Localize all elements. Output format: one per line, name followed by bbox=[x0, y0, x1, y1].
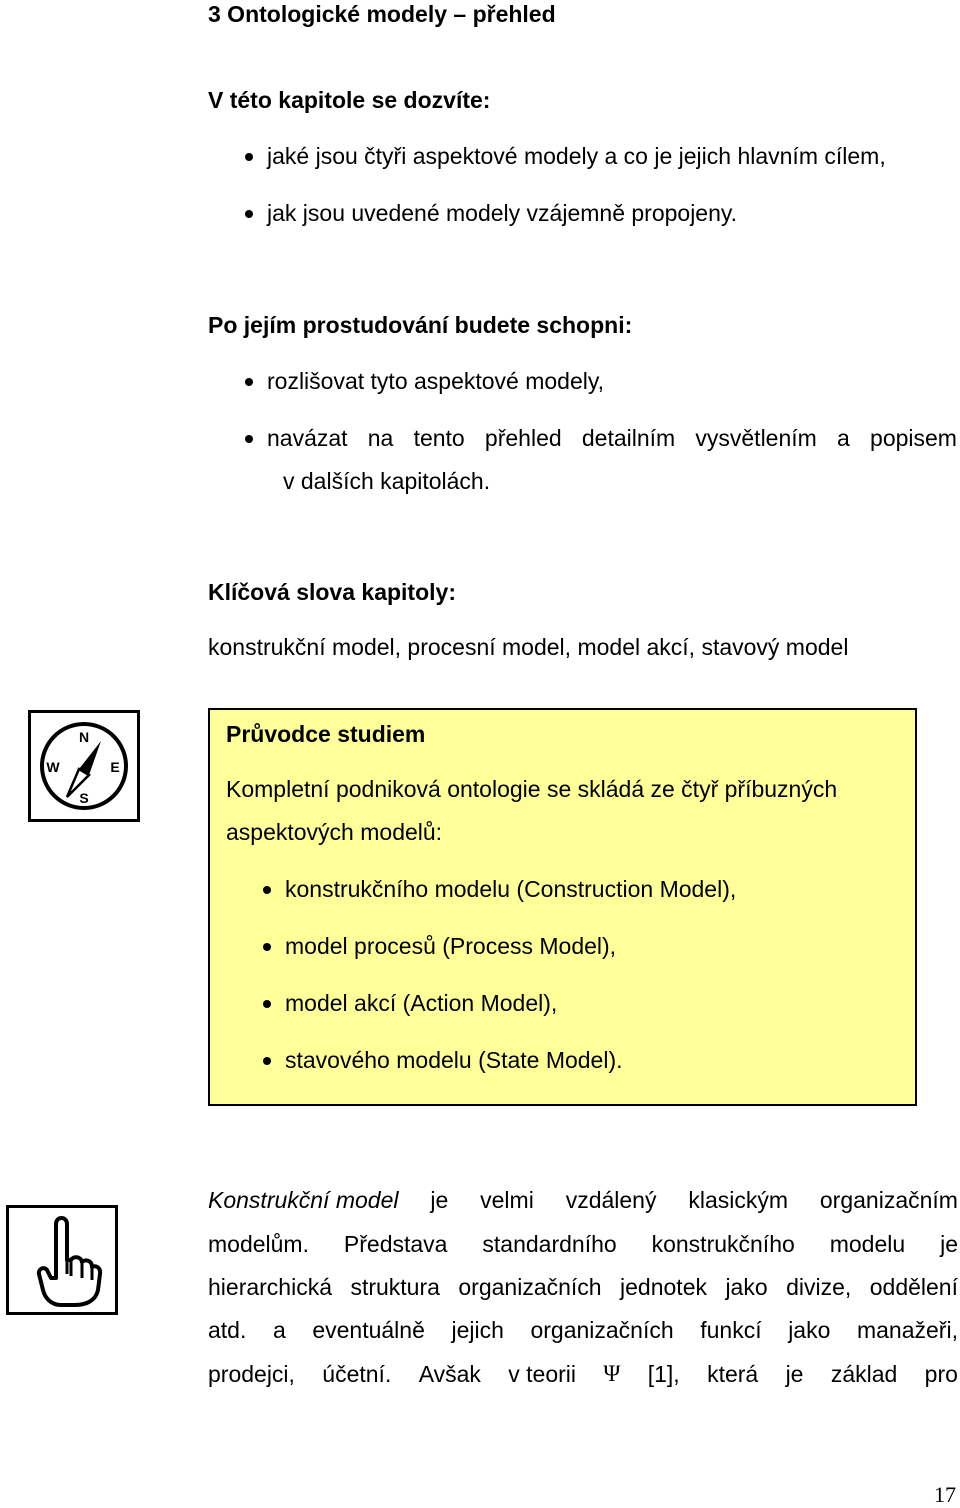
word: tento bbox=[413, 425, 465, 451]
chapter-title: 3 Ontologické modely – přehled bbox=[208, 1, 556, 27]
word: funkcí bbox=[700, 1317, 762, 1343]
word: modelům. bbox=[208, 1231, 309, 1257]
body-line bbox=[208, 1316, 958, 1344]
word: konstrukčního bbox=[651, 1231, 795, 1257]
able-item-justified bbox=[267, 424, 957, 452]
learn-item: jak jsou uvedené modely vzájemně propojeny. bbox=[267, 200, 738, 226]
term-construction-model: Konstrukční model bbox=[208, 1187, 399, 1213]
word: přehled bbox=[484, 425, 562, 451]
pointing-finger-graphic bbox=[9, 1208, 115, 1312]
bullet-icon bbox=[263, 1057, 271, 1065]
bullet-icon bbox=[263, 943, 271, 951]
psi-symbol: Ψ bbox=[603, 1361, 621, 1386]
word: popisem bbox=[870, 425, 957, 451]
able-item-continuation: v dalších kapitolách. bbox=[283, 468, 491, 494]
body-line: hierarchická struktura organizačních jednotek jako divize, oddělení bbox=[208, 1274, 958, 1300]
compass-south-label: S bbox=[79, 790, 89, 806]
bullet-icon bbox=[263, 886, 271, 894]
word: jako bbox=[788, 1317, 831, 1343]
word: která bbox=[707, 1361, 759, 1387]
compass-east-label: E bbox=[110, 759, 120, 775]
bullet-icon bbox=[245, 378, 253, 386]
word: eventuálně bbox=[312, 1317, 425, 1343]
guide-list-item: model procesů (Process Model), bbox=[285, 933, 617, 959]
keywords-text: konstrukční model, procesní model, model akcí, stavový model bbox=[208, 634, 849, 660]
able-heading: Po jejím prostudování budete schopni: bbox=[208, 312, 633, 338]
word: je bbox=[430, 1187, 449, 1213]
keywords-heading: Klíčová slova kapitoly: bbox=[208, 579, 456, 605]
guide-list-item: stavového modelu (State Model). bbox=[285, 1047, 623, 1073]
body-line bbox=[208, 1186, 958, 1214]
word: navázat bbox=[267, 425, 348, 451]
bullet-icon bbox=[263, 1000, 271, 1008]
word: vzdálený bbox=[565, 1187, 657, 1213]
page-number: 17 bbox=[934, 1482, 956, 1507]
body-line bbox=[208, 1230, 958, 1258]
word: [1], bbox=[647, 1361, 680, 1387]
guide-heading: Průvodce studiem bbox=[226, 721, 426, 747]
bullet-icon bbox=[245, 153, 253, 161]
guide-intro-line: aspektových modelů: bbox=[226, 819, 443, 845]
compass-north-label: N bbox=[78, 729, 90, 745]
word: je bbox=[785, 1361, 804, 1387]
word: jejich bbox=[451, 1317, 504, 1343]
bullet-icon bbox=[245, 210, 253, 218]
compass-west-label: W bbox=[46, 759, 60, 775]
word: organizačním bbox=[819, 1187, 958, 1213]
word: na bbox=[367, 425, 394, 451]
pointing-finger-icon bbox=[6, 1205, 118, 1315]
word: organizačních bbox=[530, 1317, 674, 1343]
word: modelu bbox=[829, 1231, 906, 1257]
word: je bbox=[940, 1231, 958, 1257]
word: účetní. bbox=[322, 1361, 392, 1387]
learn-heading: V této kapitole se dozvíte: bbox=[208, 87, 491, 113]
word: v teorii bbox=[508, 1361, 577, 1387]
word: klasickým bbox=[688, 1187, 789, 1213]
compass-graphic bbox=[31, 713, 137, 819]
word: detailním bbox=[581, 425, 676, 451]
word: vysvětlením bbox=[695, 425, 817, 451]
word: a bbox=[837, 425, 850, 451]
body-line bbox=[208, 1360, 958, 1388]
word: manažeři, bbox=[856, 1317, 958, 1343]
study-guide-box bbox=[208, 708, 917, 1106]
compass-icon bbox=[28, 710, 140, 822]
word: základ bbox=[830, 1361, 898, 1387]
word: standardního bbox=[482, 1231, 617, 1257]
guide-list-item: konstrukčního modelu (Construction Model), bbox=[285, 876, 737, 902]
word: velmi bbox=[480, 1187, 534, 1213]
learn-item: jaké jsou čtyři aspektové modely a co je jejich hlavním cílem, bbox=[267, 143, 886, 169]
word: pro bbox=[924, 1361, 958, 1387]
able-item: rozlišovat tyto aspektové modely, bbox=[267, 368, 605, 394]
bullet-icon bbox=[245, 435, 253, 443]
word: Představa bbox=[343, 1231, 448, 1257]
guide-list-item: model akcí (Action Model), bbox=[285, 990, 558, 1016]
guide-intro-line: Kompletní podniková ontologie se skládá ze čtyř příbuzných bbox=[226, 776, 838, 802]
word: Avšak bbox=[418, 1361, 481, 1387]
word: a bbox=[272, 1317, 286, 1343]
word: prodejci, bbox=[208, 1361, 295, 1387]
word: atd. bbox=[208, 1317, 247, 1343]
